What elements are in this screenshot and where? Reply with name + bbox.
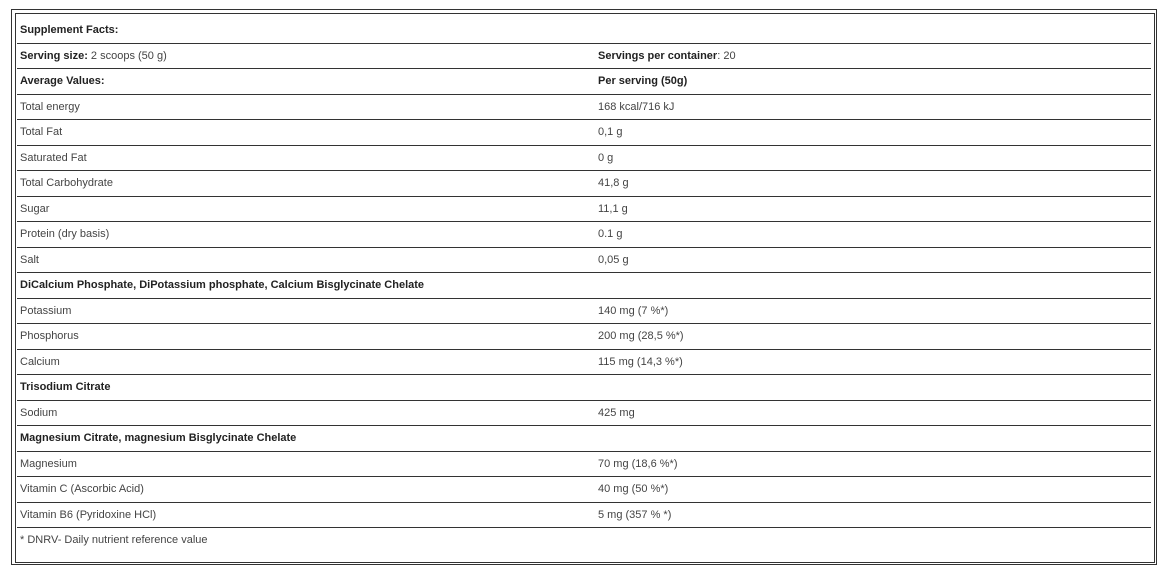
- table-row: [17, 146, 1151, 172]
- nutrient-value: 115 mg (14,3 %*): [598, 355, 683, 368]
- nutrient-name: Calcium: [20, 355, 60, 368]
- nutrient-value: 140 mg (7 %*): [598, 304, 669, 317]
- nutrient-value: 41,8 g: [598, 177, 629, 189]
- nutrient-name: Potassium: [20, 304, 72, 317]
- nutrient-value: 0,1 g: [598, 126, 623, 138]
- nutrient-name: Protein (dry basis): [20, 228, 110, 240]
- table-row: [17, 503, 1151, 529]
- serving-size: [20, 44, 167, 69]
- group-heading: Trisodium Citrate: [20, 381, 111, 393]
- average-values-header: Average Values:: [20, 75, 105, 87]
- nutrient-value: 11,1 g: [598, 202, 628, 215]
- nutrient-value: 40 mg (50 %*): [598, 483, 669, 495]
- nutrient-name: Vitamin C (Ascorbic Acid): [20, 483, 144, 495]
- table-row: [17, 324, 1151, 350]
- nutrient-name: Saturated Fat: [20, 151, 87, 164]
- table-row: [17, 401, 1151, 427]
- group-heading: Magnesium Citrate, magnesium Bisglycinate Chelate: [20, 432, 297, 444]
- nutrient-value: 0,05 g: [598, 253, 629, 266]
- group-heading: DiCalcium Phosphate, DiPotassium phosphate, Calcium Bisglycinate Chelate: [20, 279, 425, 291]
- nutrient-value: 168 kcal/716 kJ: [598, 100, 675, 113]
- serving-size-value: 2 scoops (50 g): [87, 49, 167, 62]
- nutrient-value: 70 mg (18,6 %*): [598, 457, 678, 470]
- nutrient-name: Sodium: [20, 406, 58, 419]
- nutrient-name: Total Fat: [20, 126, 63, 138]
- nutrient-value: 425 mg: [598, 406, 635, 419]
- table-row: [17, 477, 1151, 503]
- footnote: * DNRV- Daily nutrient reference value: [20, 534, 208, 546]
- nutrient-name: Sugar: [20, 202, 50, 215]
- nutrient-name: Total energy: [20, 100, 80, 113]
- table-row: [17, 452, 1151, 478]
- nutrient-value: 0.1 g: [598, 228, 623, 240]
- table-row: [17, 95, 1151, 121]
- footnote-row: [17, 528, 1151, 554]
- servings-per-container: [598, 44, 736, 69]
- nutrient-name: Phosphorus: [20, 330, 79, 342]
- nutrient-value: 5 mg (357 % *): [598, 508, 672, 521]
- group-heading-row: [17, 375, 1151, 401]
- title-row: [17, 18, 1151, 44]
- per-serving-header: Per serving (50g): [598, 75, 688, 87]
- nutrient-name: Vitamin B6 (Pyridoxine HCl): [20, 508, 157, 521]
- facts-title: Supplement Facts:: [20, 24, 119, 36]
- servings-label: Servings per container: [598, 49, 718, 62]
- table-row: [17, 350, 1151, 376]
- table-row: [17, 222, 1151, 248]
- nutrient-name: Total Carbohydrate: [20, 177, 113, 189]
- nutrient-name: Salt: [20, 253, 39, 266]
- group-heading-row: [17, 426, 1151, 452]
- table-row: [17, 299, 1151, 325]
- supplement-facts-table: [17, 18, 1151, 554]
- table-row: [17, 120, 1151, 146]
- column-header-row: [17, 69, 1151, 95]
- table-row: [17, 248, 1151, 274]
- nutrient-value: 0 g: [598, 151, 614, 164]
- servings-value: : 20: [717, 49, 736, 62]
- group-heading-row: [17, 273, 1151, 299]
- nutrient-name: Magnesium: [20, 457, 77, 470]
- serving-info-row: [17, 44, 1151, 70]
- serving-size-label: Serving size:: [20, 49, 88, 62]
- table-row: [17, 171, 1151, 197]
- table-row: [17, 197, 1151, 223]
- nutrient-value: 200 mg (28,5 %*): [598, 330, 684, 342]
